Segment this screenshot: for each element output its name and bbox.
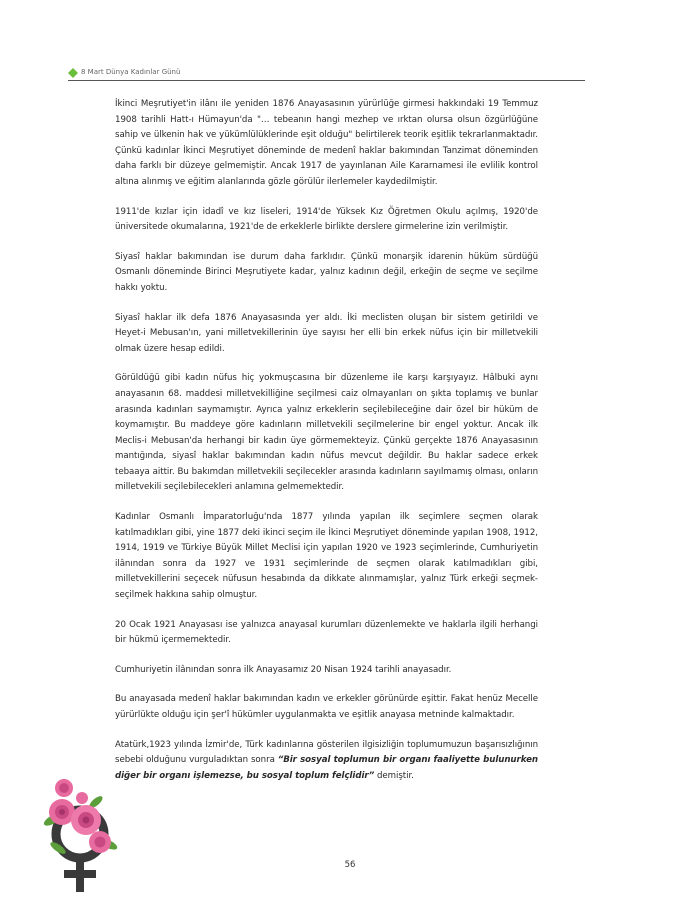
- paragraph-7: 20 Ocak 1921 Anayasası ise yalnızca anayasal kurumları düzenlemekte ve haklarla ilgili herhangi bir hükmü içermemektedir.: [115, 619, 538, 646]
- ataturk-quote: “Bir sosyal toplumun bir organı faaliyette bulunurken diğer bir organı işlemezse, bu sosyal toplum felçlidir”: [115, 755, 538, 781]
- paragraph-3: Siyasî haklar bakımından ise durum daha farklıdır. Çünkü monarşik idarenin hüküm sürdüğü Osmanlı döneminde Birinci Meşrutiyete kadar, yalnız kadının değil, erkeğin de seçme ve seçilme hakkı yoktu.: [115, 251, 538, 293]
- paragraph-6: Kadınlar Osmanlı İmparatorluğu'nda 1877 yılında yapılan ilk seçimlere seçmen olarak katılmadıkları gibi, yine 1877 deki ikinci seçim ile İkinci Meşrutiyet döneminde yapılan 1908, 1912, 1914, 1919 ve Türkiye Büyük Millet Meclisi için yapılan 1920 ve 1923 seçimlerinde, Cumhuriyetin ilânından sonra da 1927 ve 1931 seçimlerinde de seçmen olarak katılmadıkları gibi, milletvekillerini seçecek nüfusun hesabında da dikkate alınmamışlar, yalnız Türk erkeği seçmek-seçilmek hakkına sahip olmuştur.: [115, 512, 538, 601]
- closing-end: demiştir.: [374, 770, 414, 781]
- paragraph-5: Görüldüğü gibi kadın nüfus hiç yokmuşcasına bir düzenleme ile karşı karşıyayız. Hâlbuki aynı anayasanın 68. maddesi milletvekilliğine seçilmesi caiz olmayanları on şıkta toplamış ve bunlar arasında kadınları saymamıştır. Ayrıca yalnız erkeklerin seçilebileceğine dair özel bir hüküm de koymamıştır. Bu maddeye göre kadınların milletvekili seçilmelerine bir engel yoktur. Ancak ilk Meclis-i Mebusan'da herhangi bir kadın üye görmemekteyiz. Çünkü gerçekte 1876 Anayasasının mantığında, siyasî haklar bakımından kadın nüfus mevcut değildir. Bu haklar sadece erkek tebaaya aittir. Bu bakımdan milletvekili seçilecekler arasında kadınların sayılmamış olması, onların milletvekili seçilebilecekleri anlamına gelmemektedir.: [115, 373, 538, 493]
- green-diamond-icon: [68, 68, 78, 78]
- paragraph-9: Bu anayasada medenî haklar bakımından kadın ve erkekler görünürde eşittir. Fakat henüz Mecelle yürürlükte olduğu için şer'î hükümler uygulanmakta ve eşitlik anayasa metninde kalmaktadır.: [115, 694, 538, 720]
- rose-venus-emblem-icon: [38, 772, 128, 894]
- closing-text: Atatürk,1923 yılında İzmir'de, Türk kadınlarına gösterilen ilgisizliğin toplumumuzun başarısızlığının sebebi olduğunu vurguladıktan sonra: [115, 739, 538, 766]
- closing-paragraph: [115, 738, 538, 785]
- article-body: [115, 97, 538, 798]
- paragraph-1: İkinci Meşrutiyet'in ilânı ile yeniden 1876 Anayasasının yürürlüğe girmesi hakkındaki 19 Temmuz 1908 tarihli Hatt-ı Hümayun'da "… tebeanın hangi mezhep ve ırktan olursa olsun özgürlüğüne sahip ve ülkenin hak ve yükümlülüklerinde eşit olduğu" belirtilerek teorik eşitlik tekrarlanmaktadır. Çünkü kadınlar İkinci Meşrutiyet döneminde de medenî haklar bakımından Tanzimat döneminden daha farklı bir düzeye gelmemiştir. Ancak 1917 de yayınlanan Aile Kararnamesi ile evlilik kontrol altına alınmış ve eğitim alanlarında gözle görülür ilerlemeler kaydedilmiştir.: [115, 99, 538, 187]
- page-header: [68, 66, 585, 81]
- paragraph-8: Cumhuriyetin ilânından sonra ilk Anayasamız 20 Nisan 1924 tarihli anayasadır.: [115, 664, 452, 675]
- header-title: 8 Mart Dünya Kadınlar Günü: [81, 68, 181, 76]
- paragraph-2: 1911'de kızlar için idadî ve kız liseleri, 1914'de Yüksek Kız Öğretmen Okulu açılmış, 1920'de üniversitede okumalarına, 1921'de de erkeklerle birlikte derslere girmelerine izin verilmiştir.: [115, 206, 538, 233]
- page-number: 56: [344, 860, 356, 870]
- paragraph-4: Siyasî haklar ilk defa 1876 Anayasasında yer aldı. İki meclisten oluşan bir sistem getirildi ve Heyet-i Mebusan'ın, yani milletvekillerinin üye sayısı her elli bin erkek nüfus için bir milletvekili olmak üzere hesap edildi.: [115, 312, 538, 354]
